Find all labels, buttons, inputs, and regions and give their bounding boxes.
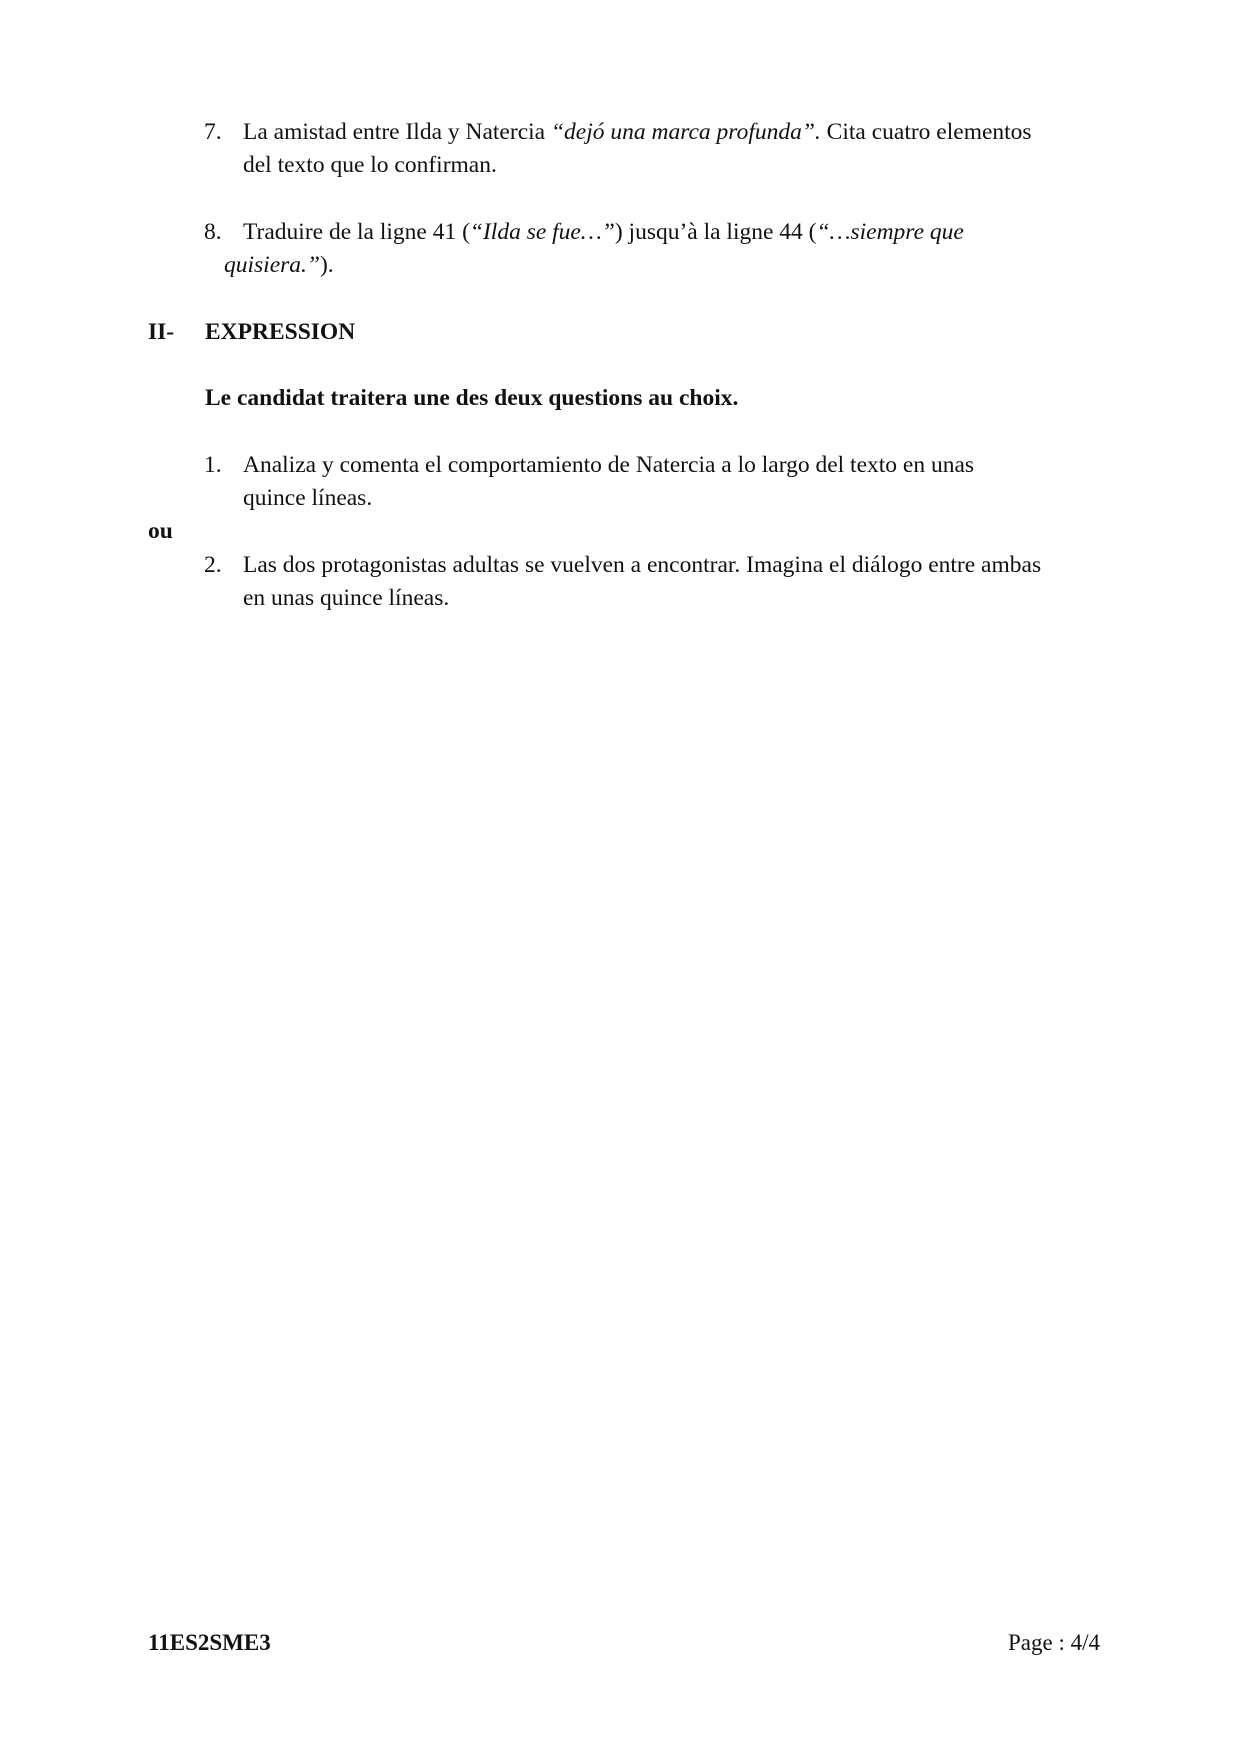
or-separator: ou xyxy=(148,518,173,544)
question-text-line-2: en unas quince líneas. xyxy=(243,585,450,611)
question-number: 2. xyxy=(204,552,222,578)
question-text: Cita cuatro elementos xyxy=(820,119,1032,145)
question-text: ). xyxy=(319,252,334,278)
quote: “…siempre que xyxy=(816,219,964,245)
question-text-line-1: Las dos protagonistas adultas se vuelven a encontrar. Imagina el diálogo entre ambas xyxy=(243,552,1042,578)
question-text-line-2: del texto que lo confirman. xyxy=(243,152,497,178)
question-text: La amistad entre Ilda y Natercia xyxy=(243,119,551,145)
quote: quisiera.” xyxy=(224,252,320,278)
quote: “dejó una marca profunda”. xyxy=(550,119,821,145)
question-text: ) jusqu’à la ligne 44 ( xyxy=(614,219,817,245)
section-title: EXPRESSION xyxy=(205,319,356,345)
question-text-line-2 xyxy=(224,249,334,282)
question-text-line-1 xyxy=(243,116,1032,149)
quote: “Ilda se fue…” xyxy=(469,219,615,245)
section-number: II- xyxy=(148,319,175,345)
question-text-line-2: quince líneas. xyxy=(243,485,373,511)
question-number: 1. xyxy=(204,452,222,478)
exam-code: 11ES2SME3 xyxy=(148,1630,271,1655)
instruction: Le candidat traitera une des deux questions au choix. xyxy=(205,385,739,411)
question-text-line-1: Analiza y comenta el comportamiento de Natercia a lo largo del texto en unas xyxy=(243,452,975,478)
question-number: 7. xyxy=(204,119,222,145)
question-text-line-1 xyxy=(243,216,964,249)
page-number: Page : 4/4 xyxy=(1008,1630,1100,1655)
question-number: 8. xyxy=(204,219,222,245)
question-text: Traduire de la ligne 41 ( xyxy=(243,219,470,245)
